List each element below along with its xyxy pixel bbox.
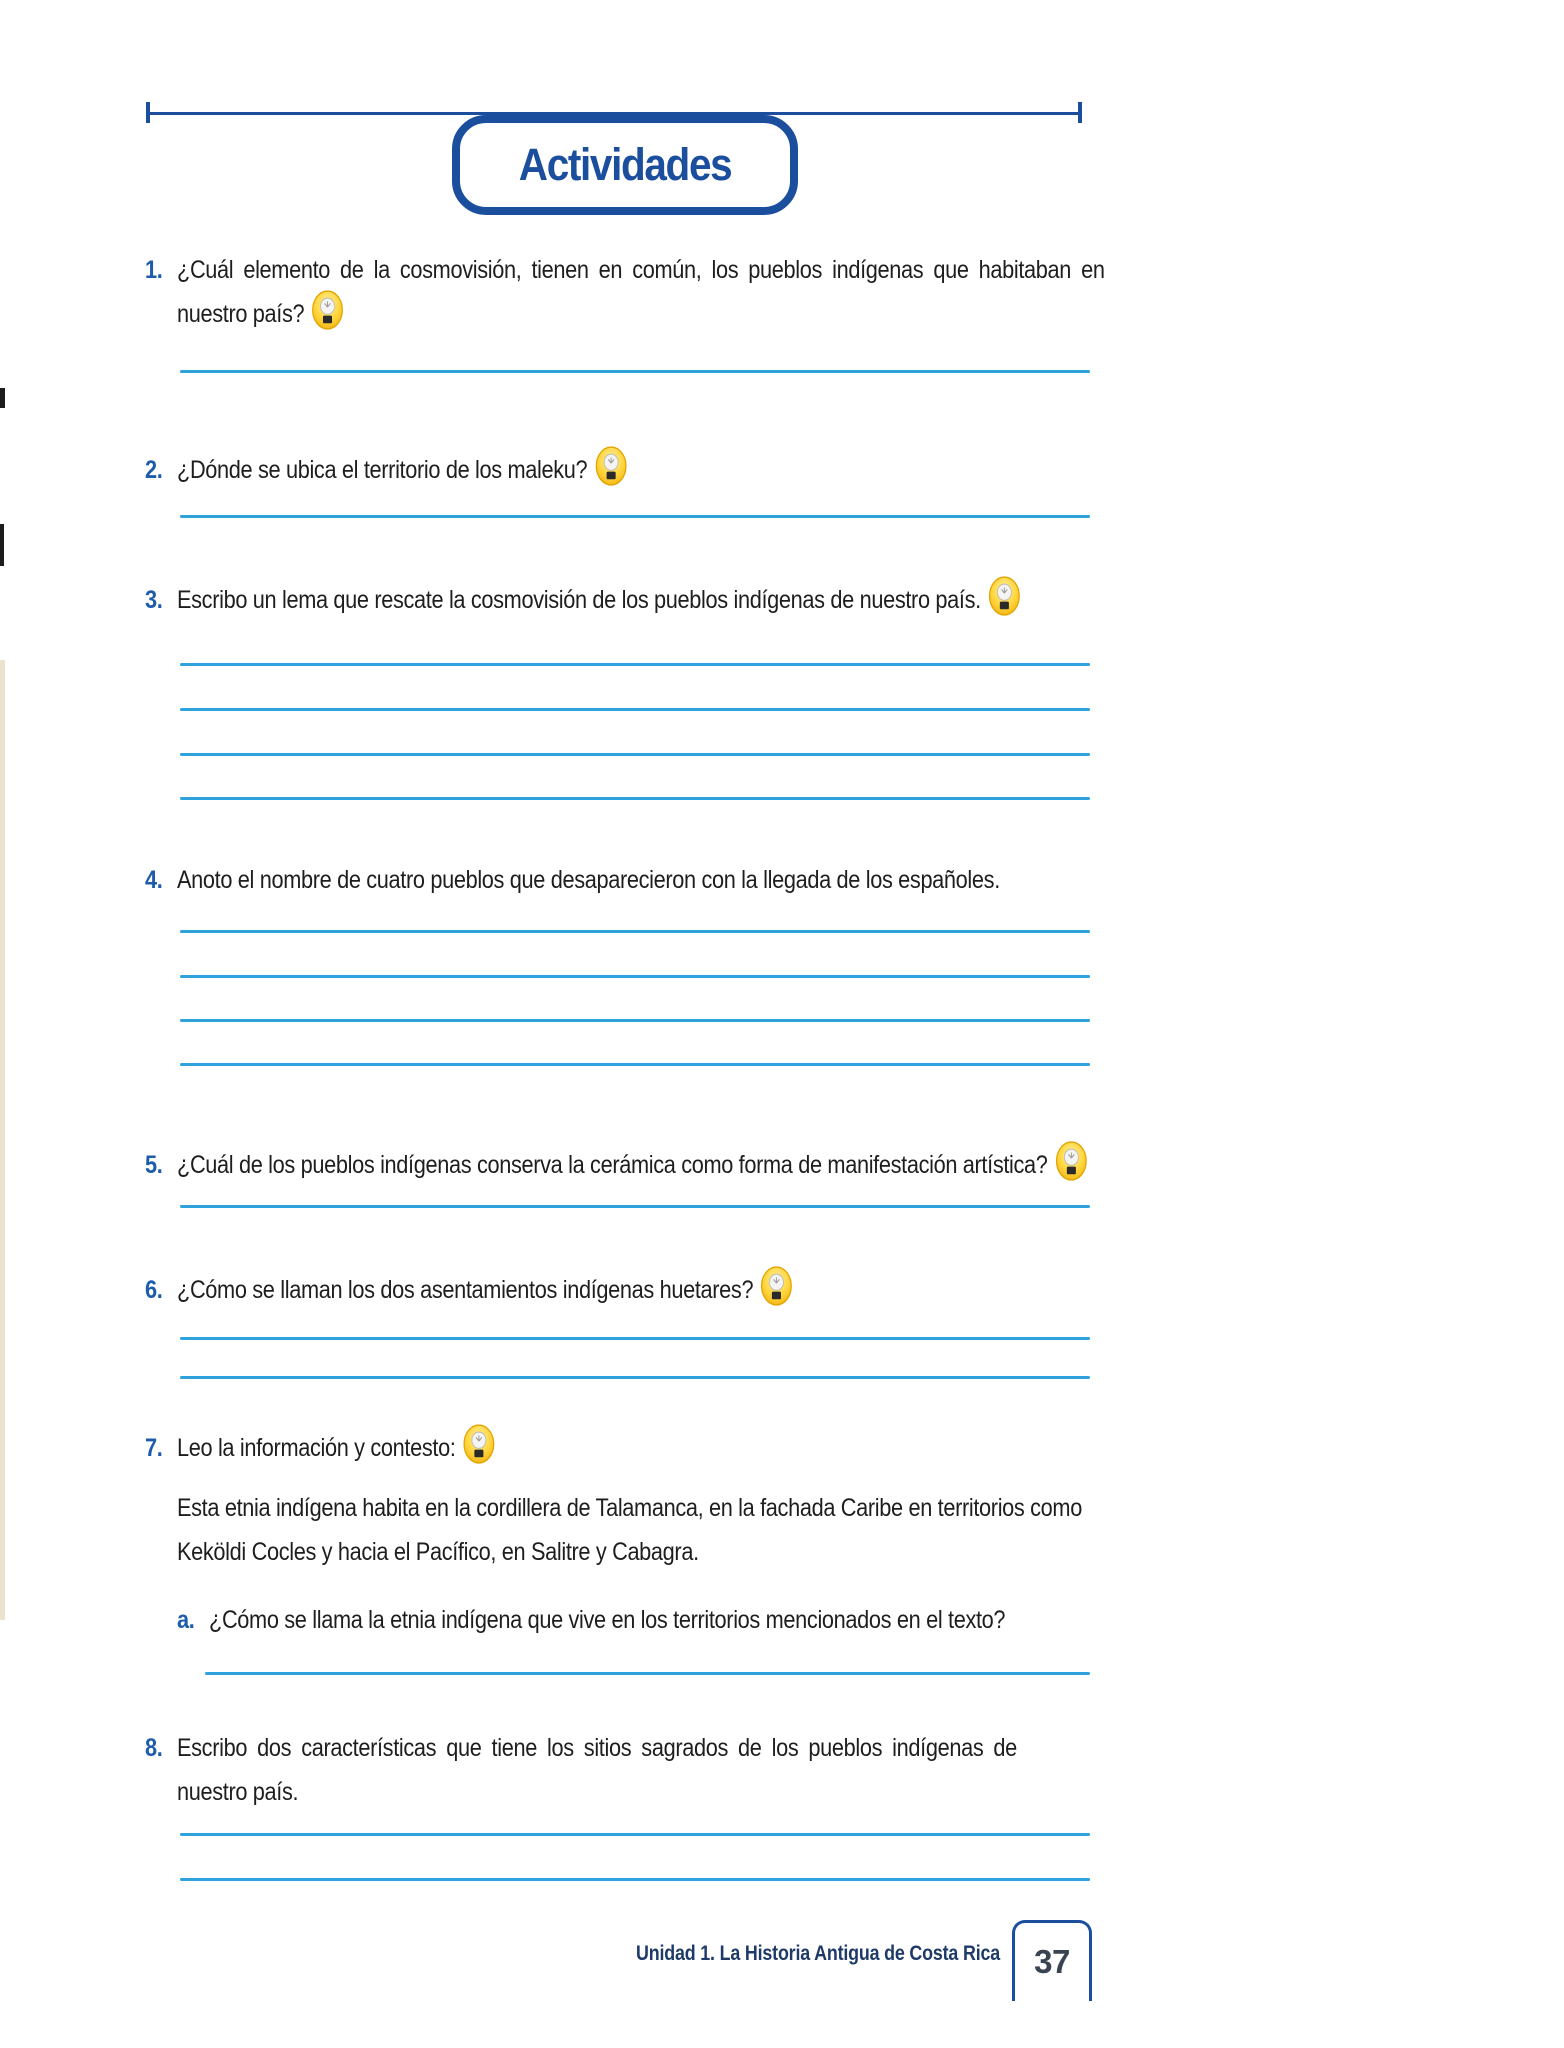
question-6 <box>145 1268 1485 1312</box>
activities-badge <box>452 115 798 215</box>
question-text-line: Escribo dos características que tiene los sitios sagrados de los pueblos indígenas de <box>177 1734 1017 1762</box>
question-text-line: ¿Cuál elemento de la cosmovisión, tienen en común, los pueblos indígenas que habitaban en <box>177 256 1105 284</box>
answer-line[interactable] <box>180 515 1090 518</box>
passage-line: Esta etnia indígena habita en la cordillera de Talamanca, en la fachada Caribe en territorios como <box>177 1494 1082 1522</box>
sub-question-a <box>177 1598 1377 1642</box>
question-text-line: ¿Cuál de los pueblos indígenas conserva la cerámica como forma de manifestación artística? <box>177 1151 1048 1179</box>
answer-line[interactable] <box>180 1063 1090 1066</box>
question-text-line: ¿Cómo se llaman los dos asentamientos indígenas huetares? <box>177 1276 754 1304</box>
scan-artifact <box>0 524 4 566</box>
answer-line[interactable] <box>180 1878 1090 1881</box>
question-8 <box>145 1726 1485 1814</box>
question-text-line: ¿Dónde se ubica el territorio de los maleku? <box>177 456 588 484</box>
answer-line[interactable] <box>180 663 1090 666</box>
lightbulb-icon <box>989 575 1020 617</box>
question-number: 4. <box>145 866 163 894</box>
reading-passage <box>177 1486 1427 1574</box>
answer-line[interactable] <box>180 975 1090 978</box>
page-number-box <box>1012 1920 1092 2001</box>
answer-line[interactable] <box>180 1019 1090 1022</box>
question-text-line: nuestro país. <box>177 1778 299 1806</box>
lightbulb-icon <box>312 289 343 331</box>
question-number: 6. <box>145 1276 163 1304</box>
answer-line[interactable] <box>180 1376 1090 1379</box>
question-text-line: nuestro país? <box>177 300 305 328</box>
scan-artifact <box>0 660 5 1620</box>
answer-line[interactable] <box>180 1337 1090 1340</box>
lightbulb-icon <box>761 1265 792 1307</box>
question-7 <box>145 1426 1485 1470</box>
question-number: 7. <box>145 1434 163 1462</box>
footer-unit-label: Unidad 1. La Historia Antigua de Costa Rica <box>636 1942 1000 1965</box>
passage-line: Keköldi Cocles y hacia el Pacífico, en Salitre y Cabagra. <box>177 1538 699 1566</box>
answer-line[interactable] <box>205 1672 1090 1675</box>
answer-line[interactable] <box>180 370 1090 373</box>
question-number: 3. <box>145 586 163 614</box>
rule-endcap-right <box>1078 102 1082 123</box>
lightbulb-icon <box>463 1423 494 1465</box>
sub-question-label: a. <box>177 1606 195 1634</box>
question-5 <box>145 1143 1485 1187</box>
question-number: 2. <box>145 456 163 484</box>
question-1 <box>145 248 1485 336</box>
question-3 <box>145 578 1485 622</box>
lightbulb-icon <box>595 445 626 487</box>
answer-line[interactable] <box>180 708 1090 711</box>
question-number: 8. <box>145 1734 163 1762</box>
answer-line[interactable] <box>180 1833 1090 1836</box>
question-text-line: Anoto el nombre de cuatro pueblos que desaparecieron con la llegada de los españoles. <box>177 866 1000 894</box>
question-number: 1. <box>145 256 163 284</box>
question-text-line: Escribo un lema que rescate la cosmovisión de los pueblos indígenas de nuestro país. <box>177 586 981 614</box>
answer-line[interactable] <box>180 930 1090 933</box>
answer-line[interactable] <box>180 797 1090 800</box>
lightbulb-icon <box>1055 1140 1086 1182</box>
answer-line[interactable] <box>180 1205 1090 1208</box>
scan-artifact <box>0 388 5 408</box>
question-text-line: Leo la información y contesto: <box>177 1434 456 1462</box>
answer-line[interactable] <box>180 753 1090 756</box>
page-title: Actividades <box>518 139 732 190</box>
page-number: 37 <box>1034 1943 1070 1980</box>
question-4 <box>145 858 1485 902</box>
question-number: 5. <box>145 1151 163 1179</box>
sub-question-text: ¿Cómo se llama la etnia indígena que vive en los territorios mencionados en el texto? <box>209 1606 1006 1634</box>
question-2 <box>145 448 1485 492</box>
